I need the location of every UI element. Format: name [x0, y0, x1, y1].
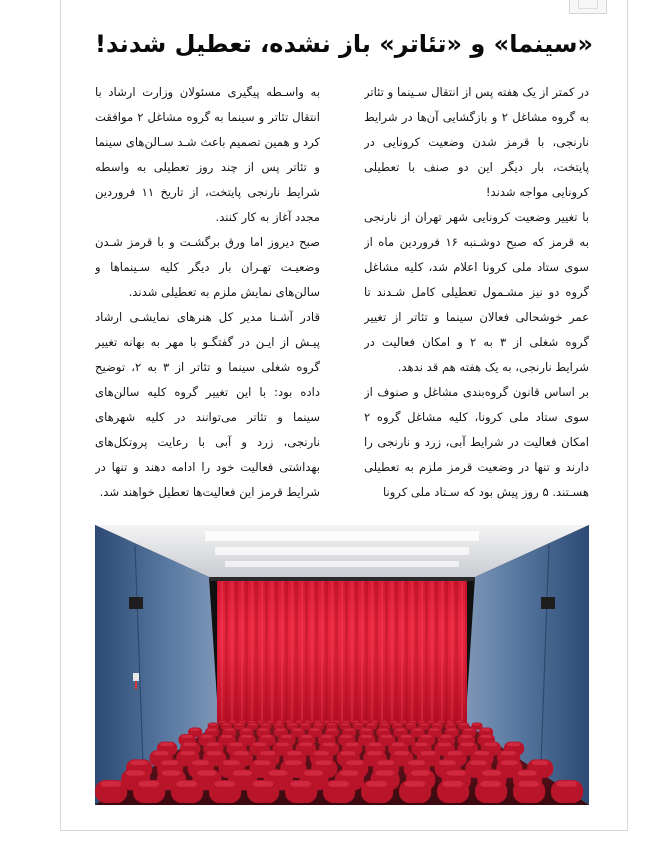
cinema-seat-highlight [372, 721, 377, 722]
cinema-seat-highlight [392, 743, 405, 747]
cinema-seat-highlight [447, 721, 452, 722]
cinema-seat-highlight [362, 721, 367, 722]
cinema-seat-highlight [207, 751, 222, 755]
cinema-seat-highlight [394, 724, 401, 726]
cinema-seat-highlight [277, 721, 282, 722]
cinema-seat-highlight [287, 721, 292, 722]
cinema-seat-highlight [260, 751, 275, 755]
cinema-seat-highlight [234, 751, 249, 755]
cinema-seat-highlight [421, 751, 436, 755]
cinema-seat-highlight [410, 721, 415, 722]
cinema-seat-highlight [276, 743, 289, 747]
cinema-seat-highlight [254, 760, 271, 765]
cinema-seat-highlight [214, 781, 235, 787]
cinema-seat-highlight [225, 729, 234, 731]
cinema-seat-highlight [249, 721, 254, 722]
cinema-seat-highlight [253, 743, 266, 747]
cinema-seat-highlight [207, 729, 216, 731]
cinema-seat-highlight [287, 751, 302, 755]
cinema-seat-highlight [220, 721, 225, 722]
cinema-seat-highlight [411, 770, 430, 775]
cinema-seat-highlight [230, 721, 235, 722]
cinema-seat-highlight [221, 735, 232, 738]
cinema-seat-highlight [288, 724, 295, 726]
cinema-seat-highlight [233, 770, 252, 775]
cinema-seat-highlight [314, 751, 329, 755]
cinema-seat-highlight [310, 729, 319, 731]
cinema-seat-highlight [474, 751, 489, 755]
cinema-seat-highlight [518, 770, 537, 775]
paragraph: به واسـطه پیگیری مسئولان وزارت ارشاد با انتقال تئاتر و سینما به گروه مشاغل ۲ موافقت کرد و همین تصمیم باعث شـد سـالن‌های سینما و تئاتر پس از چند روز تعطیلی به واسطه شرایط نارنجی پایتخت، از تاریخ ۱۱ فروردین مجدد آغاز به کار کنند. [95, 85, 320, 224]
cinema-seat-highlight [368, 743, 381, 747]
cinema-seat-highlight [324, 721, 329, 722]
cinema-seat-highlight [438, 743, 451, 747]
cinema-seat-highlight [327, 729, 336, 731]
cinema-seat-highlight [361, 729, 370, 731]
cinema-seat-highlight [328, 724, 335, 726]
cinema-seat-highlight [176, 781, 197, 787]
cinema-seat-highlight [457, 721, 462, 722]
cinema-seat-highlight [482, 770, 501, 775]
cinema-seat-highlight [381, 735, 392, 738]
cinema-seat-highlight [447, 724, 454, 726]
cinema-seat-highlight [190, 729, 199, 731]
cinema-seat-highlight [209, 724, 216, 726]
cinema-seat-highlight [447, 770, 466, 775]
cinema-seat-highlight [302, 724, 309, 726]
paragraph: بر اساس قانون گروه‌بندی مشاغل و صنوف از سوی ستاد ملی کرونا، کلیه مشاغل گروه ۲ امکان فعالیت در شرایط آبی، زرد و نارنجی را دارند و تنها در وضعیت قرمز ملزم به تعطیلی هسـتند. ۵ روز پیش بود که سـتاد ملی کرونا [364, 385, 589, 499]
cinema-seat-highlight [252, 781, 273, 787]
cinema-seat-highlight [285, 760, 302, 765]
cinema-seat-highlight [531, 760, 548, 765]
cinema-seat-highlight [341, 724, 348, 726]
cinema-seat-highlight [315, 724, 322, 726]
cinema-seat-highlight [391, 721, 396, 722]
cinema-seat-highlight [268, 721, 273, 722]
article-column-left [95, 80, 320, 504]
cinema-seat-highlight [396, 729, 405, 731]
cinema-seat-highlight [367, 751, 382, 755]
cinema-seat-highlight [230, 743, 243, 747]
cinema-seat-highlight [507, 743, 520, 747]
cinema-seat-highlight [261, 735, 272, 738]
cinema-seat-highlight [434, 724, 441, 726]
cinema-seat-highlight [460, 724, 467, 726]
cinema-seat-highlight [138, 781, 159, 787]
cinema-seat-highlight [161, 760, 178, 765]
cinema-seat-highlight [262, 724, 269, 726]
cinema-seat-highlight [429, 721, 434, 722]
cinema-seat-highlight [419, 721, 424, 722]
cinema-seat-highlight [275, 724, 282, 726]
cinema-seat-highlight [341, 735, 352, 738]
cinema-hall-photo [95, 525, 589, 805]
cinema-seat-highlight [368, 724, 375, 726]
cinema-seat-highlight [223, 760, 240, 765]
cinema-seat-highlight [181, 735, 192, 738]
cinema-seat-highlight [381, 724, 388, 726]
cinema-seat-highlight [442, 781, 463, 787]
cinema-seat-highlight [239, 721, 244, 722]
cinema-seat-highlight [404, 781, 425, 787]
cinema-seat-highlight [241, 735, 252, 738]
cinema-seat-highlight [259, 729, 268, 731]
cinema-seat-highlight [408, 760, 425, 765]
cinema-seat-highlight [304, 770, 323, 775]
article-title: «سینما» و «تئاتر» باز نشده، تعطیل شدند! [95, 30, 593, 58]
cinema-seat-highlight [394, 751, 409, 755]
cinema-seat-highlight [473, 724, 480, 726]
cinema-seat-highlight [340, 751, 355, 755]
cinema-seat-highlight [481, 729, 490, 731]
cinema-seat-highlight [321, 735, 332, 738]
cinema-seat-highlight [236, 724, 243, 726]
cinema-seat-highlight [407, 724, 414, 726]
cinema-seat-highlight [207, 743, 220, 747]
cinema-seat-highlight [501, 760, 518, 765]
cinema-seat-highlight [430, 729, 439, 731]
page-corner-marker [569, 0, 607, 14]
cinema-seat-highlight [470, 760, 487, 765]
cinema-seat-highlight [379, 729, 388, 731]
cinema-seat-highlight [464, 729, 473, 731]
magazine-page [60, 0, 628, 831]
cinema-seat-highlight [328, 781, 349, 787]
cinema-seat-highlight [344, 729, 353, 731]
cinema-seat-highlight [441, 735, 452, 738]
article-column-right [364, 80, 589, 504]
paragraph: در کمتر از یک هفته پس از انتقال سـینما و تئاتر به گروه مشاغل ۲ و بازگشایی آن‌ها در شرایط نارنجی، با قرمز شدن وضعیت کرونایی در پایتخت، بار دیگر این دو صنف با تعطیلی کرونایی مواجه شدند! [364, 85, 589, 199]
cinema-seat-highlight [447, 729, 456, 731]
cinema-seat-highlight [354, 724, 361, 726]
cinema-seat-highlight [249, 724, 256, 726]
cinema-seat-highlight [258, 721, 263, 722]
cinema-seat-highlight [162, 770, 181, 775]
paragraph: با تغییر وضعیت کرونایی شهر تهران از نارنجی به قرمز که صبح دوشـنبه ۱۶ فروردین ماه از سوی ستاد ملی کرونا اعلام شد، کلیه مشاغل گروه دو نیز مشـمول تعطیلی کامل شـدند تا عمر خوشحالی فعالان سینما و تئاتر از تغییر گروه شغلی از ۳ به ۲ و امکان فعالیت در شرایط نارنجی، به یک هفته هم قد ندهد. [364, 210, 589, 374]
cinema-seat-highlight [296, 721, 301, 722]
cinema-seat-highlight [315, 760, 332, 765]
cinema-seat-highlight [242, 729, 251, 731]
cinema-seat-highlight [290, 781, 311, 787]
cinema-seat-highlight [375, 770, 394, 775]
cinema-seat-highlight [276, 729, 285, 731]
cinema-seat-highlight [299, 743, 312, 747]
cinema-seat-highlight [334, 721, 339, 722]
cinema-seat-highlight [361, 735, 372, 738]
cinema-seat-highlight [201, 735, 212, 738]
cinema-seat-highlight [447, 751, 462, 755]
cinema-seat-highlight [301, 735, 312, 738]
cinema-seat-highlight [192, 760, 209, 765]
cinema-seat-highlight [420, 724, 427, 726]
cinema-seat-highlight [160, 743, 173, 747]
cinema-seat-highlight [345, 743, 358, 747]
cinema-seat-highlight [293, 729, 302, 731]
cinema-seat-highlight [439, 760, 456, 765]
cinema-seat-highlight [100, 781, 121, 787]
cinema-seat-highlight [461, 735, 472, 738]
cinema-seat-highlight [381, 721, 386, 722]
cinema-seat-highlight [401, 735, 412, 738]
cinema-seat-highlight [461, 743, 474, 747]
cinema-seat-highlight [518, 781, 539, 787]
cinema-seat-highlight [346, 760, 363, 765]
cinema-seat-highlight [480, 735, 491, 738]
cinema-seat-highlight [306, 721, 311, 722]
cinema-seat-highlight [183, 743, 196, 747]
cinema-seat-highlight [223, 724, 230, 726]
cinema-seat-highlight [126, 770, 145, 775]
cinema-seat-highlight [480, 781, 501, 787]
cinema-seat-highlight [400, 721, 405, 722]
cinema-seat-highlight [438, 721, 443, 722]
cinema-seat-highlight [130, 760, 147, 765]
cinema-seat-highlight [281, 735, 292, 738]
cinema-seat-highlight [180, 751, 195, 755]
cinema-seat-highlight [353, 721, 358, 722]
cinema-seat-highlight [153, 751, 168, 755]
cinema-seat-highlight [501, 751, 516, 755]
paragraph: صبح دیروز اما ورق برگشـت و با قرمز شـدن وضعیـت تهـران بار دیگر کلیه سـینماها و سالن‌های نمایش ملزم به تعطیلی شدند. [95, 235, 320, 299]
cinema-seat-highlight [340, 770, 359, 775]
cinema-seat-highlight [413, 729, 422, 731]
cinema-seat-highlight [377, 760, 394, 765]
cinema-seat-highlight [315, 721, 320, 722]
cinema-seat-highlight [421, 735, 432, 738]
cinema-hall-icon [95, 525, 589, 805]
cinema-seat-highlight [484, 743, 497, 747]
cinema-seat-highlight [197, 770, 216, 775]
paragraph: قادر آشـنا مدیر کل هنرهای نمایشـی ارشاد پیـش از ایـن در گفتگـو با مهر به بهانه تغییر گروه شغلی سینما و تئاتر از ۳ به ۲، توضیح داده بود: با این تغییر گروه کلیه سالن‌های سینما و تئاتر می‌توانند در کلیه شهرهای نارنجی، زرد و آبی با رعایت پروتکل‌های بهداشتی فعالیت خود را ادامه دهند و تنها در شرایط قرمز این فعالیت‌ها تعطیل خواهند شد. [95, 310, 320, 499]
cinema-seat-highlight [268, 770, 287, 775]
cinema-seat-highlight [322, 743, 335, 747]
cinema-seat-highlight [343, 721, 348, 722]
cinema-seat-highlight [415, 743, 428, 747]
cinema-seat-highlight [366, 781, 387, 787]
cinema-seat-highlight [556, 781, 577, 787]
article-body [95, 80, 589, 504]
